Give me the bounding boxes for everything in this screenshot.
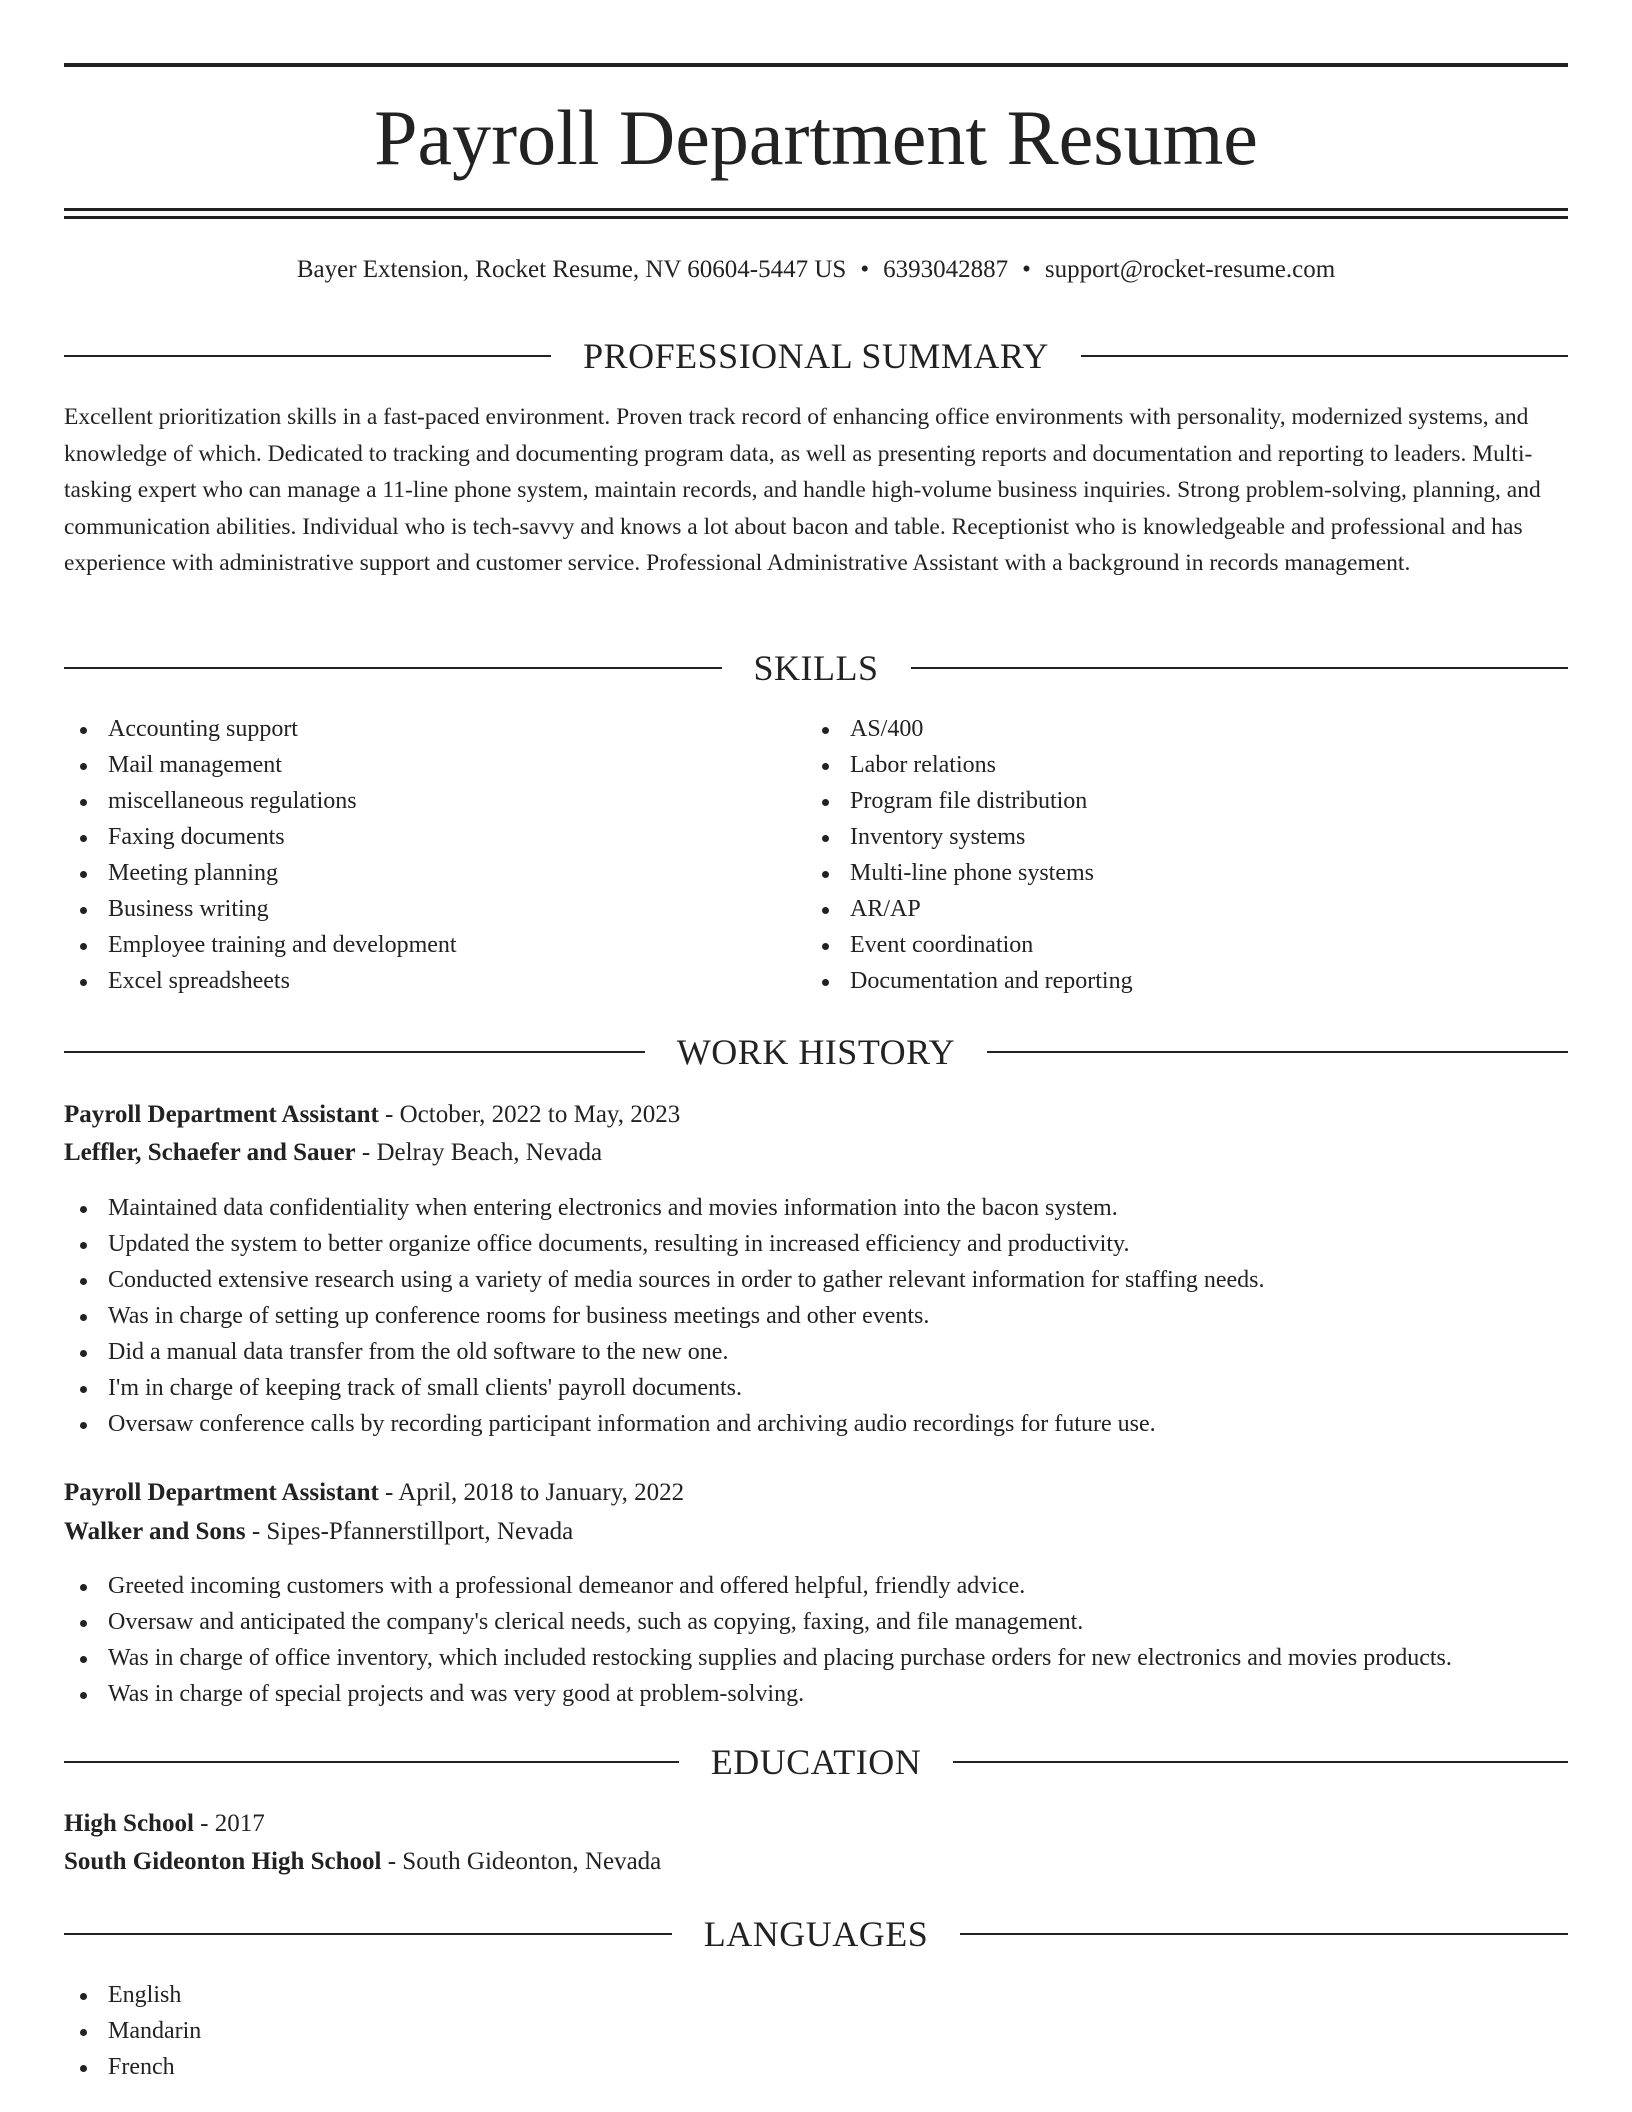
job-duties-list [64, 1190, 1568, 1442]
skill-item: AS/400 [806, 711, 1566, 747]
skill-item: Accounting support [64, 711, 804, 747]
contact-separator: • [1022, 256, 1031, 283]
skills-list-right [806, 711, 1566, 999]
contact-phone: 6393042887 [883, 256, 1009, 283]
contact-email: support@rocket-resume.com [1044, 256, 1336, 283]
contact-separator: • [860, 256, 870, 283]
skill-item: Inventory systems [806, 819, 1566, 855]
contact-line [64, 252, 1568, 288]
heading-rule [911, 667, 1569, 669]
skill-item: Faxing documents [64, 819, 804, 855]
language-item: Mandarin [64, 2013, 1568, 2049]
skills-list-left [64, 711, 804, 999]
skill-item: Event coordination [806, 927, 1566, 963]
languages-list [64, 1977, 1568, 2085]
heading-rule [987, 1051, 1568, 1053]
skill-item: Meeting planning [64, 855, 804, 891]
job-location: - Delray Beach, Nevada [355, 1139, 603, 1166]
job-dates: - October, 2022 to May, 2023 [378, 1101, 681, 1128]
top-rule [64, 63, 1568, 67]
section-heading-work [64, 1030, 1568, 1074]
skill-item: Program file distribution [806, 783, 1566, 819]
job-duty: Updated the system to better organize office documents, resulting in increased efficiency and productivity. [64, 1226, 1568, 1262]
job-company-line [64, 1513, 1568, 1551]
skill-item: miscellaneous regulations [64, 783, 804, 819]
section-title-skills: SKILLS [753, 648, 879, 688]
job-duty: Was in charge of setting up conference rooms for business meetings and other events. [64, 1298, 1568, 1334]
section-title-summary: PROFESSIONAL SUMMARY [583, 336, 1049, 376]
job-location: - Sipes-Pfannerstillport, Nevada [245, 1518, 574, 1545]
job-duties-list [64, 1568, 1568, 1712]
job-duty: Was in charge of office inventory, which included restocking supplies and placing purchase orders for new electronics and movies products. [64, 1640, 1568, 1676]
heading-rule [960, 1933, 1568, 1935]
heading-rule [64, 355, 551, 357]
title-rule-lower [64, 216, 1568, 219]
summary-paragraph: Excellent prioritization skills in a fast-paced environment. Proven track record of enhancing office environments with personality, modernized systems, and knowledge of which. Dedicated to tracking and documenting program data, as well as presenting reports and documentation and reporting to leaders. Multi-tasking expert who can manage a 11-line phone system, maintain records, and handle high-volume business inquiries. Strong problem-solving, planning, and communication abilities. Individual who is tech-savvy and knows a lot about bacon and table. Receptionist who is knowledgeable and professional and has experience with administrative support and customer service. Professional Administrative Assistant with a background in records management. [64, 404, 1541, 576]
section-title-languages: LANGUAGES [703, 1914, 929, 1954]
job-title-line [64, 1474, 1568, 1512]
skill-item: Employee training and development [64, 927, 804, 963]
section-heading-skills [64, 646, 1568, 690]
job-duty: Maintained data confidentiality when entering electronics and movies information into the bacon system. [64, 1190, 1568, 1226]
language-item: French [64, 2049, 1568, 2085]
section-heading-summary [64, 334, 1568, 378]
education-location: - South Gideonton, Nevada [381, 1848, 662, 1875]
heading-rule [1081, 355, 1568, 357]
job-duty: Did a manual data transfer from the old software to the new one. [64, 1334, 1568, 1370]
job-title: Payroll Department Assistant [64, 1479, 379, 1506]
job-duty: Was in charge of special projects and was very good at problem-solving. [64, 1676, 1568, 1712]
skill-item: Mail management [64, 747, 804, 783]
education-degree: High School [64, 1810, 194, 1837]
education-school-line [64, 1843, 1568, 1881]
language-item: English [64, 1977, 1568, 2013]
section-title-education: EDUCATION [710, 1742, 922, 1782]
job-company: Leffler, Schaefer and Sauer [64, 1139, 356, 1166]
job-title-line [64, 1096, 1568, 1134]
job-company: Walker and Sons [64, 1518, 246, 1545]
job-duty: Oversaw conference calls by recording participant information and archiving audio recordings for future use. [64, 1406, 1568, 1442]
skill-item: Multi-line phone systems [806, 855, 1566, 891]
heading-rule [953, 1761, 1568, 1763]
job-company-line [64, 1134, 1568, 1172]
job-duty: Oversaw and anticipated the company's clerical needs, such as copying, faxing, and file management. [64, 1604, 1568, 1640]
skill-item: Business writing [64, 891, 804, 927]
education-year: - 2017 [193, 1810, 265, 1837]
heading-rule [64, 1051, 645, 1053]
title-rule-upper [64, 208, 1568, 211]
section-heading-education [64, 1740, 1568, 1784]
section-heading-languages [64, 1912, 1568, 1956]
section-title-work: WORK HISTORY [676, 1032, 956, 1072]
heading-rule [64, 1761, 679, 1763]
contact-address: Bayer Extension, Rocket Resume, NV 60604-5447 US [296, 256, 847, 283]
skill-item: Labor relations [806, 747, 1566, 783]
education-school: South Gideonton High School [64, 1848, 382, 1875]
page-title: Payroll Department Resume [374, 94, 1258, 181]
job-duty: Greeted incoming customers with a professional demeanor and offered helpful, friendly advice. [64, 1568, 1568, 1604]
heading-rule [64, 1933, 672, 1935]
education-degree-line [64, 1805, 1568, 1843]
heading-rule [64, 667, 722, 669]
job-duty: Conducted extensive research using a variety of media sources in order to gather relevant information for staffing needs. [64, 1262, 1568, 1298]
job-dates: - April, 2018 to January, 2022 [378, 1479, 685, 1506]
skill-item: Excel spreadsheets [64, 963, 804, 999]
job-duty: I'm in charge of keeping track of small clients' payroll documents. [64, 1370, 1568, 1406]
job-title: Payroll Department Assistant [64, 1101, 379, 1128]
skill-item: AR/AP [806, 891, 1566, 927]
skill-item: Documentation and reporting [806, 963, 1566, 999]
